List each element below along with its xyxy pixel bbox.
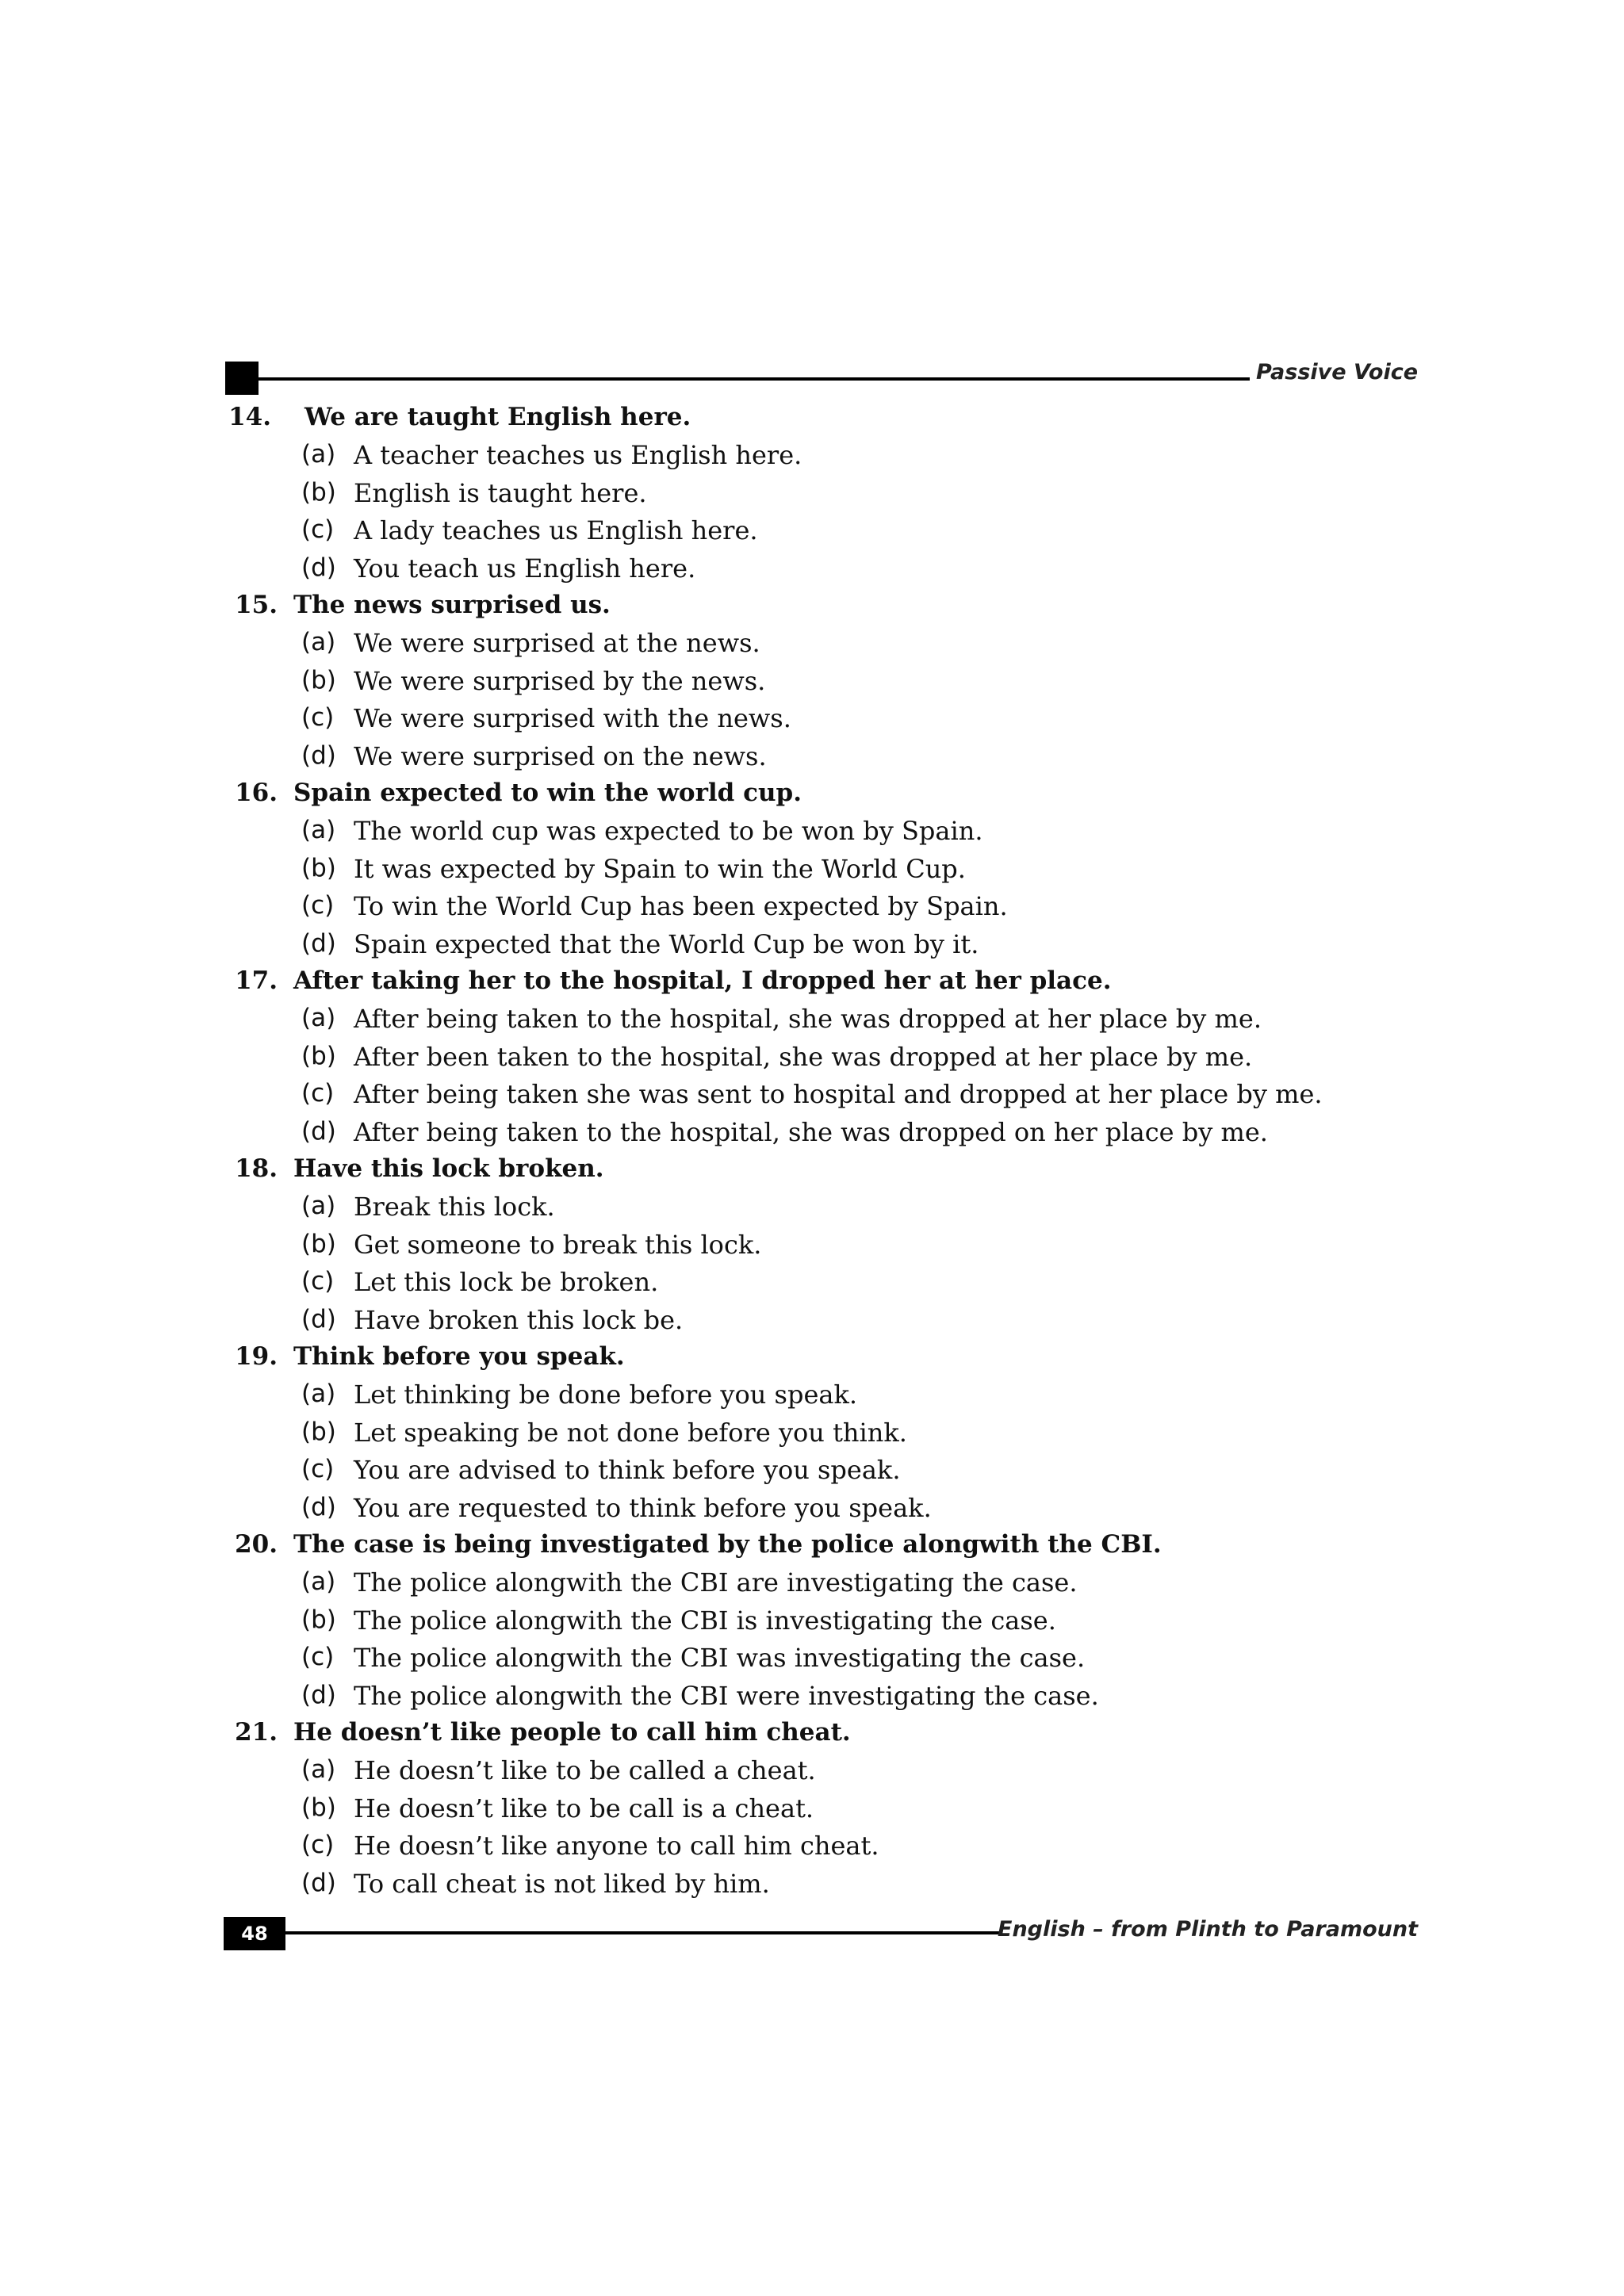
option-label: (a) [301, 1380, 336, 1409]
option-text: To win the World Cup has been expected by Spain. [354, 891, 1008, 922]
option-text: A teacher teaches us English here. [354, 440, 802, 471]
option-text: A lady teaches us English here. [354, 515, 758, 546]
option-label: (d) [301, 1304, 336, 1334]
option-text: We were surprised by the news. [354, 665, 766, 696]
option-text: Get someone to break this lock. [354, 1229, 762, 1260]
section-title: Passive Voice [1256, 360, 1419, 385]
question-prompt: Have this lock broken. [293, 1154, 604, 1183]
option-label: (d) [301, 1680, 336, 1709]
option-label: (a) [301, 1567, 336, 1597]
option-label: (a) [301, 816, 336, 845]
option-label: (c) [301, 1079, 335, 1108]
option-label: (a) [301, 628, 336, 657]
option-text: To call cheat is not liked by him. [354, 1868, 770, 1899]
question-number: 20. [235, 1530, 278, 1559]
header-rule [259, 377, 1250, 381]
book-title: English – from Plinth to Paramount [998, 1917, 1418, 1942]
option-text: We were surprised on the news. [354, 740, 767, 771]
option-text: You are requested to think before you speak. [354, 1492, 932, 1523]
question-number: 17. [235, 966, 278, 995]
option-label: (d) [301, 553, 336, 582]
option-label: (d) [301, 1492, 336, 1521]
option-text: After being taken to the hospital, she was dropped on her place by me. [354, 1116, 1268, 1147]
option-text: Let thinking be done before you speak. [354, 1380, 858, 1410]
option-label: (c) [301, 1267, 335, 1296]
option-text: After been taken to the hospital, she was dropped at her place by me. [354, 1041, 1253, 1072]
option-text: You teach us English here. [354, 553, 696, 584]
option-label: (c) [301, 515, 335, 545]
option-text: Break this lock. [354, 1192, 555, 1223]
question-number: 14. [228, 403, 271, 431]
question-number: 15. [235, 591, 278, 619]
option-text: Spain expected that the World Cup be won by it. [354, 928, 979, 959]
option-label: (a) [301, 1004, 336, 1033]
option-label: (b) [301, 1605, 336, 1634]
option-label: (c) [301, 1643, 335, 1672]
option-label: (d) [301, 740, 336, 770]
option-text: You are advised to think before you speak. [354, 1455, 901, 1486]
option-label: (b) [301, 1417, 336, 1446]
option-label: (b) [301, 665, 336, 695]
option-label: (c) [301, 891, 335, 920]
question-prompt: The news surprised us. [293, 591, 611, 619]
option-text: English is taught here. [354, 477, 647, 508]
option-label: (b) [301, 1041, 336, 1070]
option-text: Let this lock be broken. [354, 1267, 659, 1298]
option-text: He doesn’t like to be called a cheat. [354, 1755, 816, 1786]
question-prompt: He doesn’t like people to call him cheat. [293, 1718, 851, 1747]
option-label: (c) [301, 703, 335, 733]
option-text: The police alongwith the CBI were investigating the case. [354, 1680, 1099, 1711]
option-label: (b) [301, 853, 336, 882]
question-prompt: The case is being investigated by the police alongwith the CBI. [293, 1530, 1162, 1559]
option-text: He doesn’t like anyone to call him cheat. [354, 1831, 879, 1862]
question-prompt: We are taught English here. [304, 403, 691, 431]
option-label: (a) [301, 1755, 336, 1785]
option-text: The police alongwith the CBI was investigating the case. [354, 1643, 1086, 1674]
option-text: After being taken she was sent to hospital and dropped at her place by me. [354, 1079, 1323, 1110]
option-label: (d) [301, 1116, 336, 1146]
option-text: The world cup was expected to be won by Spain. [354, 816, 983, 847]
option-text: We were surprised at the news. [354, 628, 760, 659]
question-prompt: After taking her to the hospital, I dropped her at her place. [293, 966, 1112, 995]
option-text: We were surprised with the news. [354, 703, 791, 734]
option-label: (b) [301, 1793, 336, 1822]
option-label: (c) [301, 1455, 335, 1484]
question-number: 21. [235, 1718, 278, 1747]
option-text: After being taken to the hospital, she was dropped at her place by me. [354, 1004, 1262, 1035]
question-prompt: Think before you speak. [293, 1342, 625, 1371]
option-text: Have broken this lock be. [354, 1304, 684, 1335]
option-label: (a) [301, 1192, 336, 1221]
question-number: 16. [235, 779, 278, 807]
option-text: The police alongwith the CBI are investigating the case. [354, 1567, 1078, 1598]
option-text: It was expected by Spain to win the World Cup. [354, 853, 966, 884]
option-label: (c) [301, 1831, 335, 1860]
option-text: The police alongwith the CBI is investigating the case. [354, 1605, 1056, 1636]
option-label: (d) [301, 928, 336, 958]
question-number: 19. [235, 1342, 278, 1371]
question-number: 18. [235, 1154, 278, 1183]
option-text: Let speaking be not done before you think. [354, 1417, 907, 1448]
option-label: (d) [301, 1868, 336, 1897]
header-marker [225, 362, 259, 395]
option-text: He doesn’t like to be call is a cheat. [354, 1793, 814, 1823]
option-label: (b) [301, 477, 336, 507]
option-label: (b) [301, 1229, 336, 1258]
footer-rule [285, 1931, 999, 1934]
option-label: (a) [301, 440, 336, 469]
page-number: 48 [224, 1917, 285, 1950]
question-prompt: Spain expected to win the world cup. [293, 779, 802, 807]
